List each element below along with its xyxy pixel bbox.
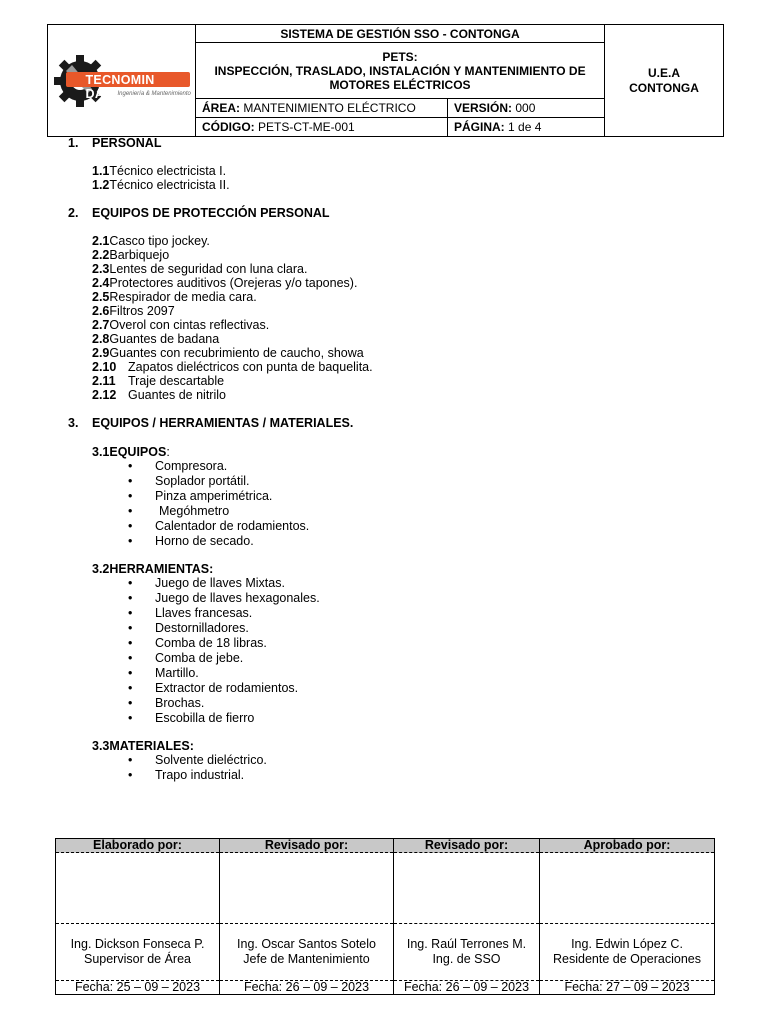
list-item [92,290,257,304]
signature-date: Fecha: 26 – 09 – 2023 [220,981,394,995]
signature-table [55,838,715,995]
item-number: 2.3 [92,262,110,276]
signer-name: Ing. Raúl Terrones M. [406,937,527,951]
document-header [47,24,724,137]
item-text: Guantes con recubrimiento de caucho, showa [109,346,364,360]
logo-text: TECNOMIN DATA [85,72,155,101]
signer-title: Ing. de SSO [432,952,501,966]
subsection-label: 3.1EQUIPOS [92,445,167,459]
signer-title: Jefe de Mantenimiento [243,952,370,966]
signer-cell [394,924,540,981]
code-cell [196,118,448,137]
item-number: 2.10 [92,360,117,374]
bullet-item: • Soplador portátil. [155,474,250,488]
list-item [92,374,224,388]
list-item [92,304,175,318]
item-text: Técnico electricista I. [109,164,227,178]
signer-name: Ing. Oscar Santos Sotelo [237,937,376,951]
system-title: SISTEMA DE GESTIÓN SSO - CONTONGA [196,25,605,43]
bullet-item: • Horno de secado. [155,534,254,548]
page-label: PÁGINA: [454,120,505,134]
subsection-colon: : [166,445,170,459]
section-tools-heading [68,416,353,430]
company-logo [48,25,196,137]
signature-date: Fecha: 27 – 09 – 2023 [540,981,715,995]
bullet-item: • Comba de 18 libras. [155,636,267,650]
version-value: 000 [515,101,536,115]
list-item [92,388,226,402]
subsection-herramientas-heading [92,562,213,576]
item-number: 2.4 [92,276,110,290]
page-cell [448,118,605,137]
section-epp-heading [68,206,330,220]
item-text: Zapatos dieléctricos con punta de baquelita. [128,360,373,374]
item-number: 2.5 [92,290,110,304]
signature-space [220,853,394,924]
signer-name: Ing. Edwin López C. [571,937,683,951]
item-text: Respirador de media cara. [109,290,257,304]
signature-role: Elaborado por: [56,839,220,853]
subsection-materiales-heading [92,739,194,753]
code-label: CÓDIGO: [202,120,255,134]
item-number: 2.7 [92,318,110,332]
signature-space [394,853,540,924]
pets-label: PETS: [382,49,418,64]
list-item [92,276,357,290]
item-number: 2.8 [92,332,110,346]
subsection-label: 3.3MATERIALES: [92,739,194,753]
section-personal-heading [68,136,161,150]
bullet-item: • Martillo. [155,666,199,680]
unit-line1: U.E.A [648,65,681,80]
list-item [92,164,226,178]
unit-line2: CONTONGA [629,80,699,95]
bullet-item: • Calentador de rodamientos. [155,519,309,533]
section-title: PERSONAL [92,136,162,150]
signer-cell [540,924,715,981]
section-number: 3. [68,416,79,430]
page-value: 1 de 4 [508,120,542,134]
signer-title: Residente de Operaciones [552,952,701,966]
logo-tagline: Ingeniería & Mantenimiento [117,90,191,97]
signature-date: Fecha: 26 – 09 – 2023 [394,981,540,995]
list-item [92,262,307,276]
list-item [92,178,230,192]
section-number: 2. [68,206,79,220]
code-value: PETS-CT-ME-001 [258,120,355,134]
unit-cell [605,25,724,137]
bullet-item: • Solvente dieléctrico. [155,753,267,767]
pets-title: INSPECCIÓN, TRASLADO, INSTALACIÓN Y MANTENIMIENTO DE MOTORES ELÉCTRICOS [214,63,586,92]
signer-name: Ing. Dickson Fonseca P. [70,937,205,951]
bullet-item: • Pinza amperimétrica. [155,489,272,503]
item-text: Filtros 2097 [109,304,175,318]
bullet-item: • Brochas. [155,696,204,710]
section-number: 1. [68,136,79,150]
item-number: 1.2 [92,178,110,192]
list-item [92,346,364,360]
signer-title: Supervisor de Área [83,952,191,966]
item-text: Lentes de seguridad con luna clara. [109,262,308,276]
list-item [92,234,210,248]
item-text: Protectores auditivos (Orejeras y/o tapones). [109,276,358,290]
signature-date: Fecha: 25 – 09 – 2023 [56,981,220,995]
item-number: 1.1 [92,164,110,178]
section-title: EQUIPOS / HERRAMIENTAS / MATERIALES. [92,416,354,430]
item-text: Casco tipo jockey. [109,234,210,248]
item-text: Guantes de nitrilo [128,388,226,402]
item-number: 2.11 [92,374,116,388]
item-number: 2.6 [92,304,110,318]
bullet-item: • Extractor de rodamientos. [155,681,298,695]
version-label: VERSIÓN: [454,101,513,115]
signer-cell [56,924,220,981]
signature-role: Revisado por: [394,839,540,853]
signature-role: Revisado por: [220,839,394,853]
item-text: Overol con cintas reflectivas. [109,318,270,332]
item-text: Guantes de badana [109,332,220,346]
item-text: Traje descartable [128,374,225,388]
subsection-label: 3.2HERRAMIENTAS: [92,562,214,576]
item-number: 2.12 [92,388,117,402]
version-cell [448,99,605,118]
list-item [92,360,373,374]
item-number: 2.1 [92,234,110,248]
signature-space [540,853,715,924]
bullet-item: • Escobilla de fierro [155,711,254,725]
bullet-item: • Compresora. [155,459,227,473]
list-item [92,318,269,332]
item-text: Barbiquejo [109,248,170,262]
item-number: 2.2 [92,248,110,262]
area-label: ÁREA: [202,101,240,115]
bullet-item: • Megóhmetro [155,504,229,518]
signature-space [56,853,220,924]
bullet-item: • Trapo industrial. [155,768,244,782]
item-text: Técnico electricista II. [109,178,230,192]
list-item [92,332,219,346]
bullet-item: • Juego de llaves Mixtas. [155,576,285,590]
bullet-item: • Comba de jebe. [155,651,243,665]
bullet-item: • Llaves francesas. [155,606,252,620]
list-item [92,248,169,262]
area-value: MANTENIMIENTO ELÉCTRICO [243,101,416,115]
signature-role: Aprobado por: [540,839,715,853]
bullet-item: • Juego de llaves hexagonales. [155,591,320,605]
pets-cell [196,43,605,99]
signer-cell [220,924,394,981]
bullet-item: • Destornilladores. [155,621,249,635]
section-title: EQUIPOS DE PROTECCIÓN PERSONAL [92,206,330,220]
area-cell [196,99,448,118]
subsection-equipos-heading [92,445,170,459]
item-number: 2.9 [92,346,110,360]
